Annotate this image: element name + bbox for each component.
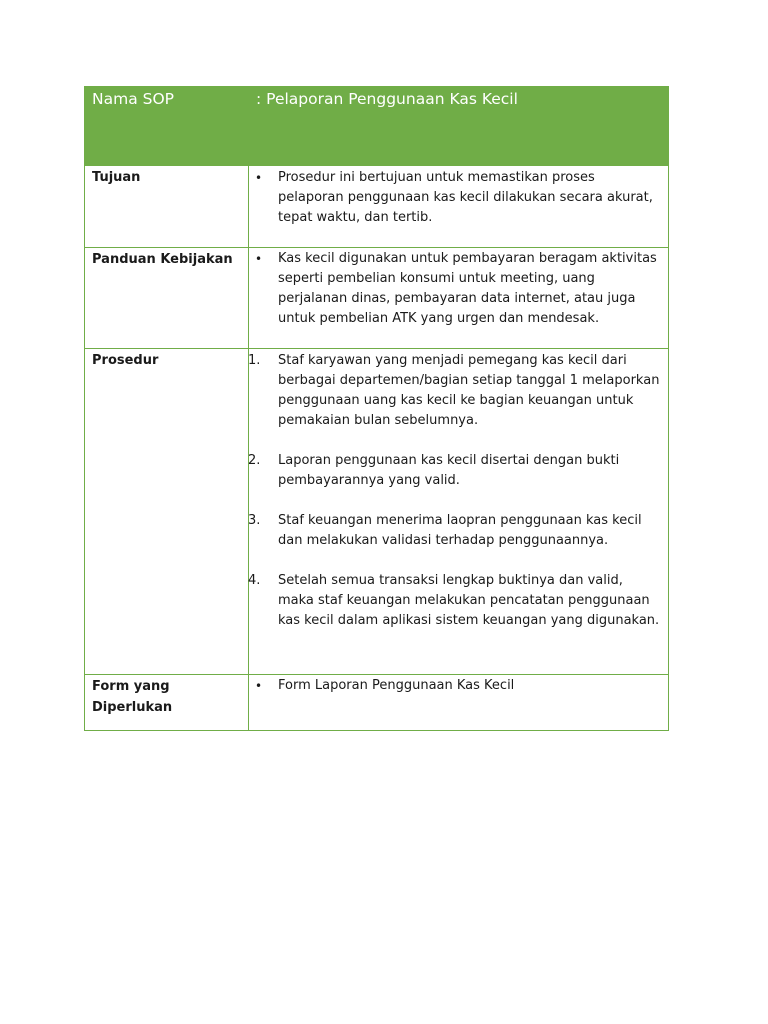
form-list bbox=[256, 676, 660, 696]
prosedur-label: Prosedur bbox=[92, 353, 159, 368]
step-text: Laporan penggunaan kas kecil disertai dengan bukti pembayarannya yang valid. bbox=[278, 453, 620, 488]
prosedur-row bbox=[85, 349, 669, 675]
step-text: Staf keuangan menerima laopran penggunaan kas kecil dan melakukan validasi terhadap penggunaannya. bbox=[278, 513, 642, 548]
list-item bbox=[248, 571, 660, 631]
tujuan-text: Prosedur ini bertujuan untuk memastikan proses pelaporan penggunaan kas kecil dilakukan secara akurat, tepat waktu, dan tertib. bbox=[278, 170, 653, 225]
step-number: 1. bbox=[248, 353, 261, 368]
tujuan-list bbox=[256, 168, 660, 228]
list-item bbox=[248, 511, 660, 551]
step-number: 4. bbox=[248, 573, 261, 588]
panduan-row bbox=[85, 248, 669, 349]
form-label-cell bbox=[85, 675, 249, 731]
list-item bbox=[256, 168, 660, 228]
header-label-cell bbox=[85, 87, 249, 166]
header-row bbox=[85, 87, 669, 166]
panduan-label: Panduan Kebijakan bbox=[92, 252, 233, 267]
tujuan-label-cell bbox=[85, 166, 249, 248]
bullet-marker: • bbox=[255, 252, 263, 266]
header-label: Nama SOP bbox=[92, 90, 175, 108]
bullet-marker: • bbox=[255, 171, 263, 185]
step-number: 3. bbox=[248, 513, 261, 528]
form-label-line2: Diperlukan bbox=[92, 700, 173, 715]
list-item bbox=[256, 249, 660, 329]
panduan-list bbox=[256, 249, 660, 329]
sop-table bbox=[84, 86, 669, 731]
step-number: 2. bbox=[248, 453, 261, 468]
tujuan-content-cell bbox=[249, 166, 669, 248]
list-item bbox=[248, 351, 660, 431]
form-content-cell bbox=[249, 675, 669, 731]
prosedur-label-cell bbox=[85, 349, 249, 675]
step-text: Staf karyawan yang menjadi pemegang kas kecil dari berbagai departemen/bagian setiap tanggal 1 melaporkan penggunaan uang kas kecil ke bagian keuangan untuk pemakaian bulan sebelumnya. bbox=[278, 353, 660, 428]
panduan-content-cell bbox=[249, 248, 669, 349]
sop-title: : Pelaporan Penggunaan Kas Kecil bbox=[256, 90, 518, 108]
bullet-marker: • bbox=[255, 679, 263, 693]
header-title-cell bbox=[249, 87, 669, 166]
prosedur-content-cell bbox=[249, 349, 669, 675]
form-text: Form Laporan Penggunaan Kas Kecil bbox=[278, 678, 515, 693]
form-row bbox=[85, 675, 669, 731]
form-label bbox=[85, 676, 248, 718]
list-item bbox=[256, 676, 660, 696]
panduan-text: Kas kecil digunakan untuk pembayaran beragam aktivitas seperti pembelian konsumi untuk meeting, uang perjalanan dinas, pembayaran data internet, atau juga untuk pembelian ATK yang urgen dan mendesak. bbox=[278, 251, 657, 326]
prosedur-list bbox=[248, 351, 660, 631]
panduan-label-cell bbox=[85, 248, 249, 349]
tujuan-row bbox=[85, 166, 669, 248]
form-label-line1: Form yang bbox=[92, 679, 170, 694]
tujuan-label: Tujuan bbox=[92, 170, 141, 185]
list-item bbox=[248, 451, 660, 491]
step-text: Setelah semua transaksi lengkap buktinya dan valid, maka staf keuangan melakukan pencatatan penggunaan kas kecil dalam aplikasi sistem keuangan yang digunakan. bbox=[278, 573, 660, 628]
